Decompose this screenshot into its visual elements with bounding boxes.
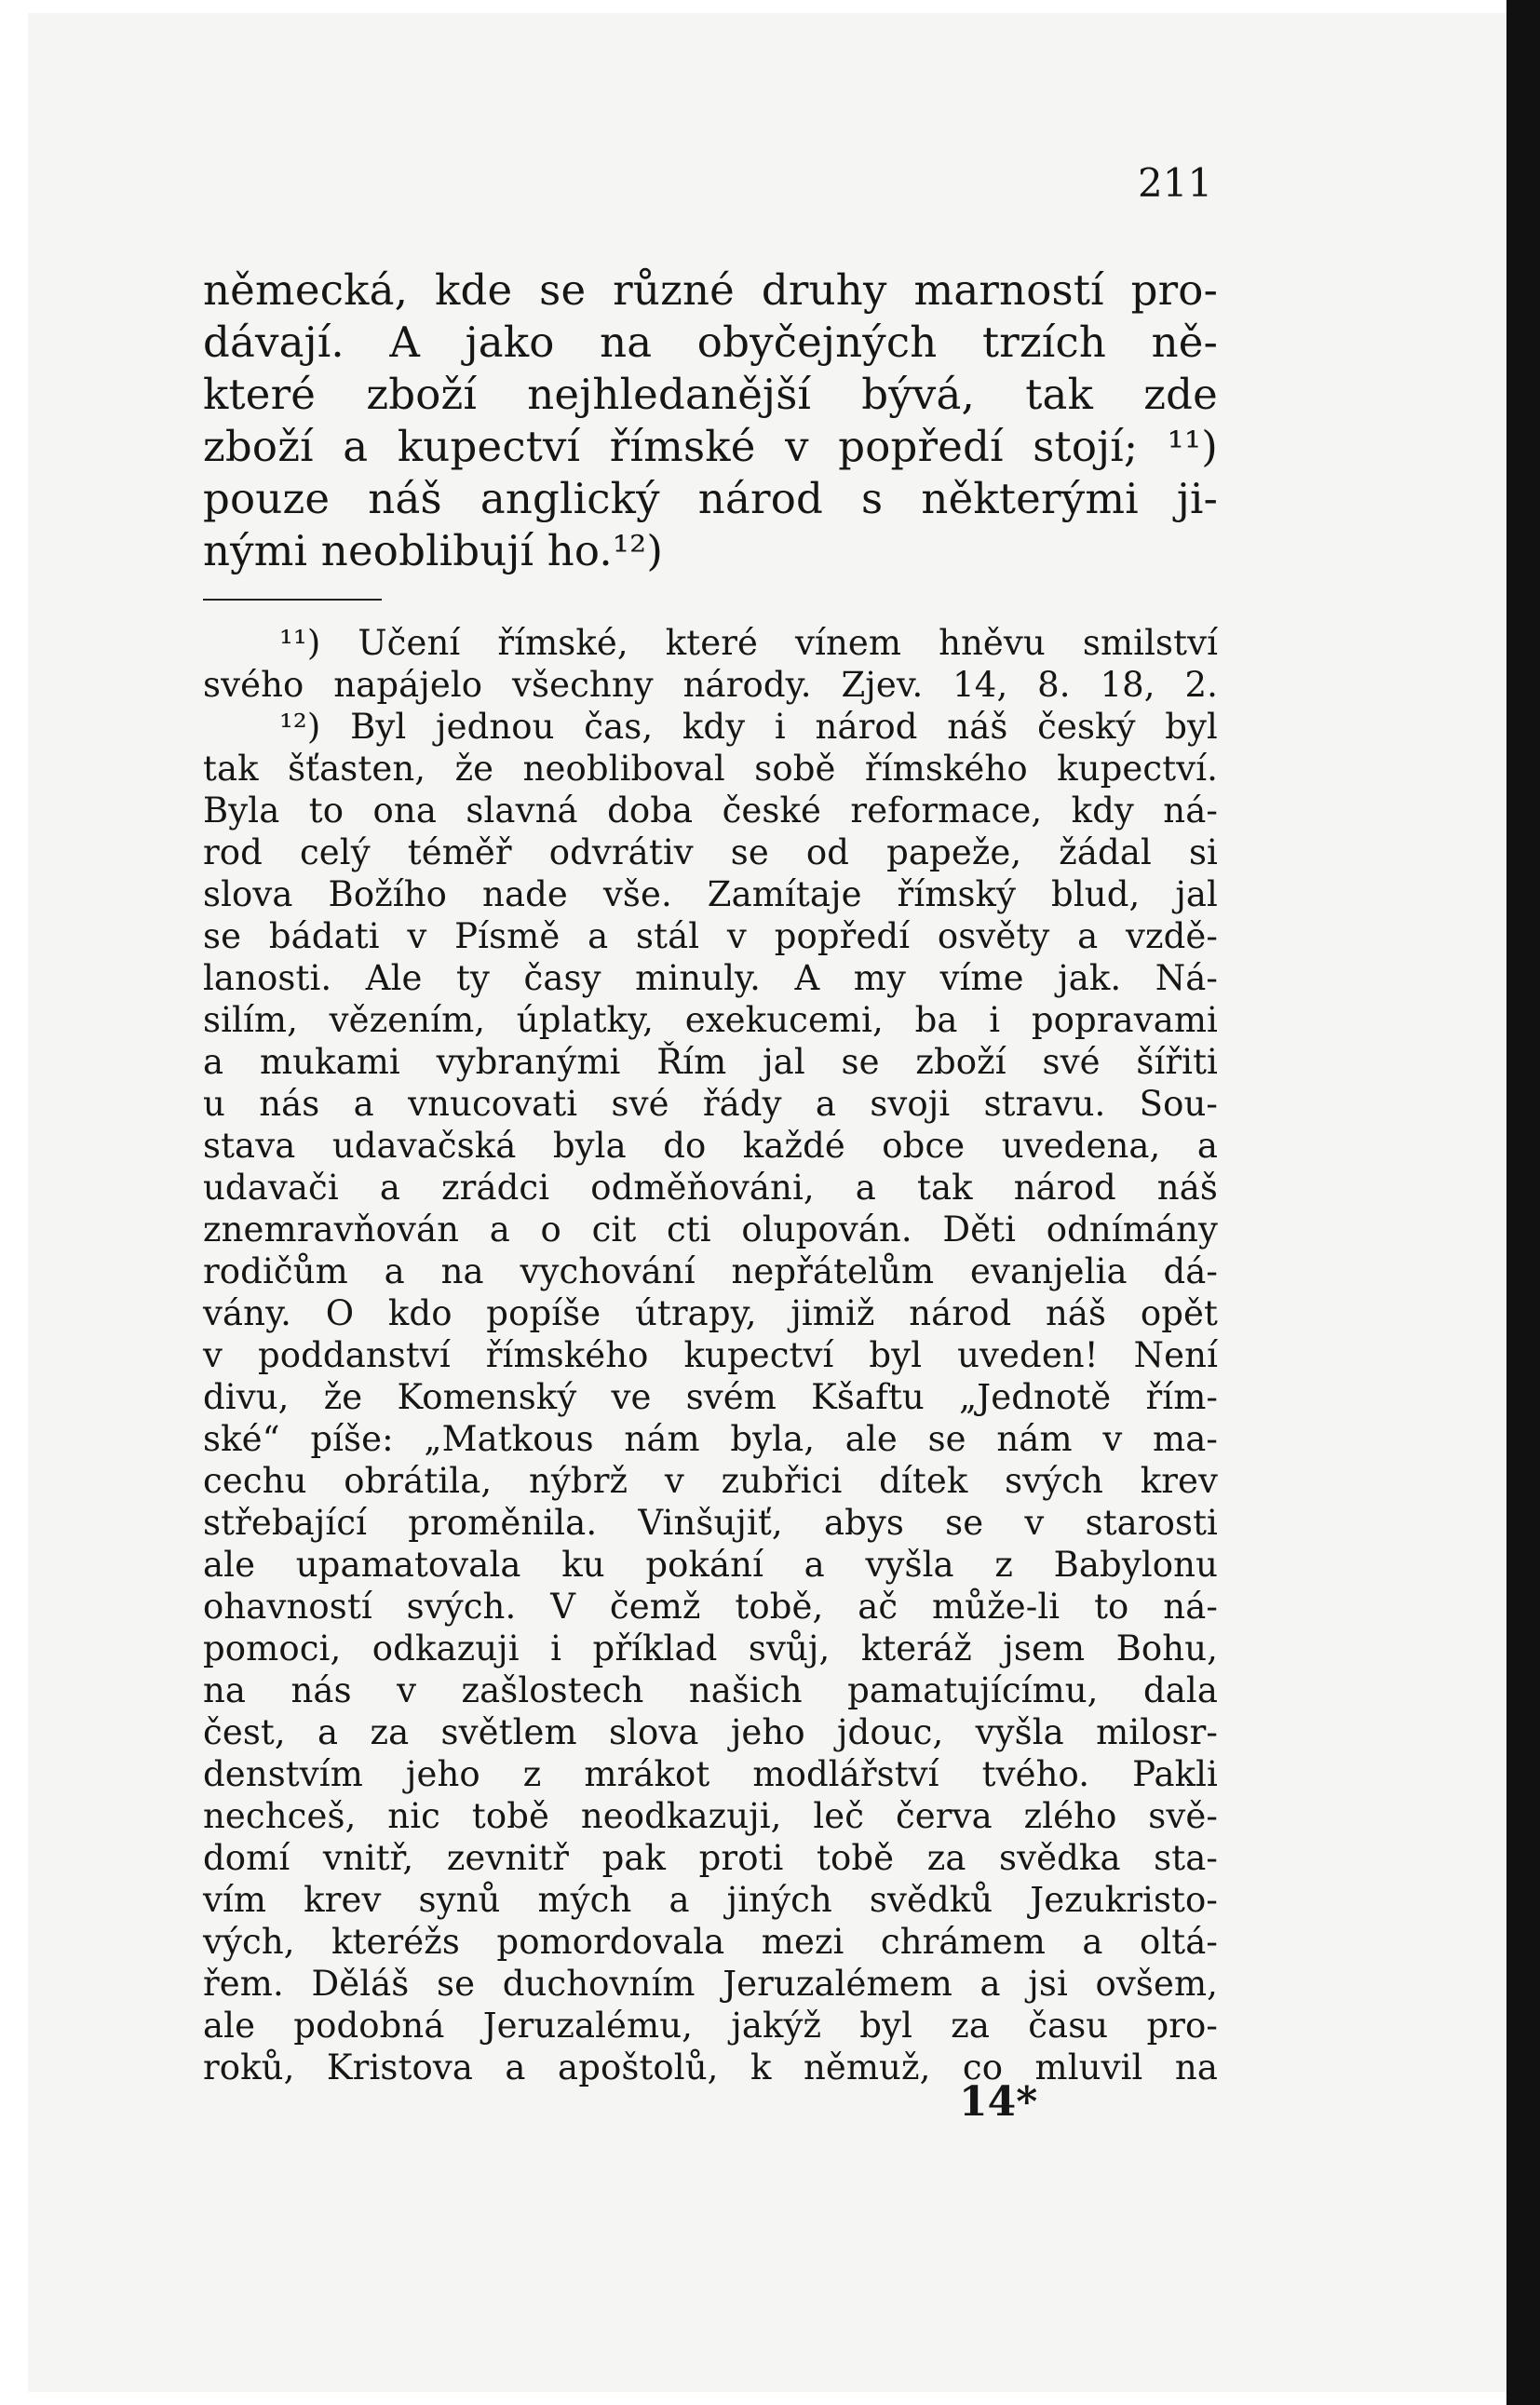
- footnote-line: ¹¹) Učení římské, které vínem hněvu smilství: [279, 623, 1218, 663]
- body-line: dávají. A jako na obyčejných trzích ně-: [203, 318, 1218, 367]
- footnote-line: cechu obrátila, nýbrž v zubřici dítek svých krev: [203, 1461, 1218, 1501]
- footnote-line: denstvím jeho z mrákot modlářství tvého. Pakli: [203, 1754, 1218, 1794]
- footnote-line: vých, kteréžs pomordovala mezi chrámem a oltá-: [203, 1922, 1218, 1962]
- page-number: 211: [1138, 160, 1213, 206]
- footnote-line: rodičům a na vychování nepřátelům evanjelia dá-: [203, 1251, 1218, 1291]
- footnote-line: ale podobná Jeruzalému, jakýž byl za času pro-: [203, 2006, 1218, 2046]
- footnote-line: čest, a za světlem slova jeho jdouc, vyšla milosr-: [203, 1712, 1218, 1752]
- footnote-line: roků, Kristova a apoštolů, k němuž, co mluvil na: [203, 2047, 1218, 2087]
- footnote-line: stava udavačská byla do každé obce uvedena, a: [203, 1126, 1218, 1166]
- page-edge-shadow: [1506, 0, 1540, 2405]
- signature-mark: 14*: [959, 2078, 1038, 2126]
- footnote-line: slova Božího nade vše. Zamítaje římský blud, jal: [203, 874, 1218, 914]
- footnote-line: svého napájelo všechny národy. Zjev. 14, 8. 18, 2.: [203, 665, 1218, 705]
- footnote-separator: [203, 599, 382, 601]
- footnote-line: u nás a vnucovati své řády a svoji stravu. Sou-: [203, 1084, 1218, 1124]
- footnote-line: pomoci, odkazuji i příklad svůj, kteráž jsem Bohu,: [203, 1628, 1218, 1669]
- footnote-line: řem. Děláš se duchovním Jeruzalémem a jsi ovšem,: [203, 1964, 1218, 2004]
- footnote-line: silím, vězením, úplatky, exekucemi, ba i popravami: [203, 1000, 1218, 1040]
- footnote-line: ¹²) Byl jednou čas, kdy i národ náš český byl: [279, 707, 1218, 747]
- body-line: které zboží nejhledanější bývá, tak zde: [203, 370, 1218, 419]
- footnote-line: střebající proměnila. Vinšujiť, abys se v starosti: [203, 1503, 1218, 1543]
- footnote-line: vány. O kdo popíše útrapy, jimiž národ náš opět: [203, 1293, 1218, 1333]
- body-line: německá, kde se různé druhy marností pro-: [203, 265, 1218, 315]
- footnote-line: na nás v zašlostech našich pamatujícímu, dala: [203, 1670, 1218, 1710]
- body-line: zboží a kupectví římské v popředí stojí; ¹¹): [203, 422, 1218, 471]
- footnote-line: tak šťasten, že neobliboval sobě římského kupectví.: [203, 749, 1218, 789]
- footnote-line: znemravňován a o cit cti olupován. Děti odnímány: [203, 1209, 1218, 1250]
- footnote-line: vím krev synů mých a jiných svědků Jezukristo-: [203, 1880, 1218, 1920]
- footnote-line: Byla to ona slavná doba české reformace, kdy ná-: [203, 790, 1218, 831]
- body-line: pouze náš anglický národ s některými ji-: [203, 474, 1218, 523]
- footnote-line: lanosti. Ale ty časy minuly. A my víme jak. Ná-: [203, 958, 1218, 998]
- footnote-line: udavači a zrádci odměňováni, a tak národ náš: [203, 1168, 1218, 1208]
- footnote-line: nechceš, nic tobě neodkazuji, leč červa zlého svě-: [203, 1796, 1218, 1836]
- footnote-line: a mukami vybranými Řím jal se zboží své šířiti: [203, 1042, 1218, 1082]
- body-line: nými neoblibují ho.¹²): [203, 526, 664, 575]
- footnote-line: ské“ píše: „Matkous nám byla, ale se nám v ma-: [203, 1419, 1218, 1459]
- footnote-line: ohavností svých. V čemž tobě, ač může-li to ná-: [203, 1587, 1218, 1627]
- footnote-line: se bádati v Písmě a stál v popředí osvěty a vzdě-: [203, 916, 1218, 956]
- footnote-line: v poddanství římského kupectví byl uveden! Není: [203, 1335, 1218, 1375]
- footnote-line: divu, že Komenský ve svém Kšaftu „Jednotě řím-: [203, 1377, 1218, 1417]
- footnote-line: domí vnitř, zevnitř pak proti tobě za svědka sta-: [203, 1838, 1218, 1878]
- footnote-line: ale upamatovala ku pokání a vyšla z Babylonu: [203, 1545, 1218, 1585]
- footnote-line: rod celý téměř odvrátiv se od papeže, žádal si: [203, 832, 1218, 872]
